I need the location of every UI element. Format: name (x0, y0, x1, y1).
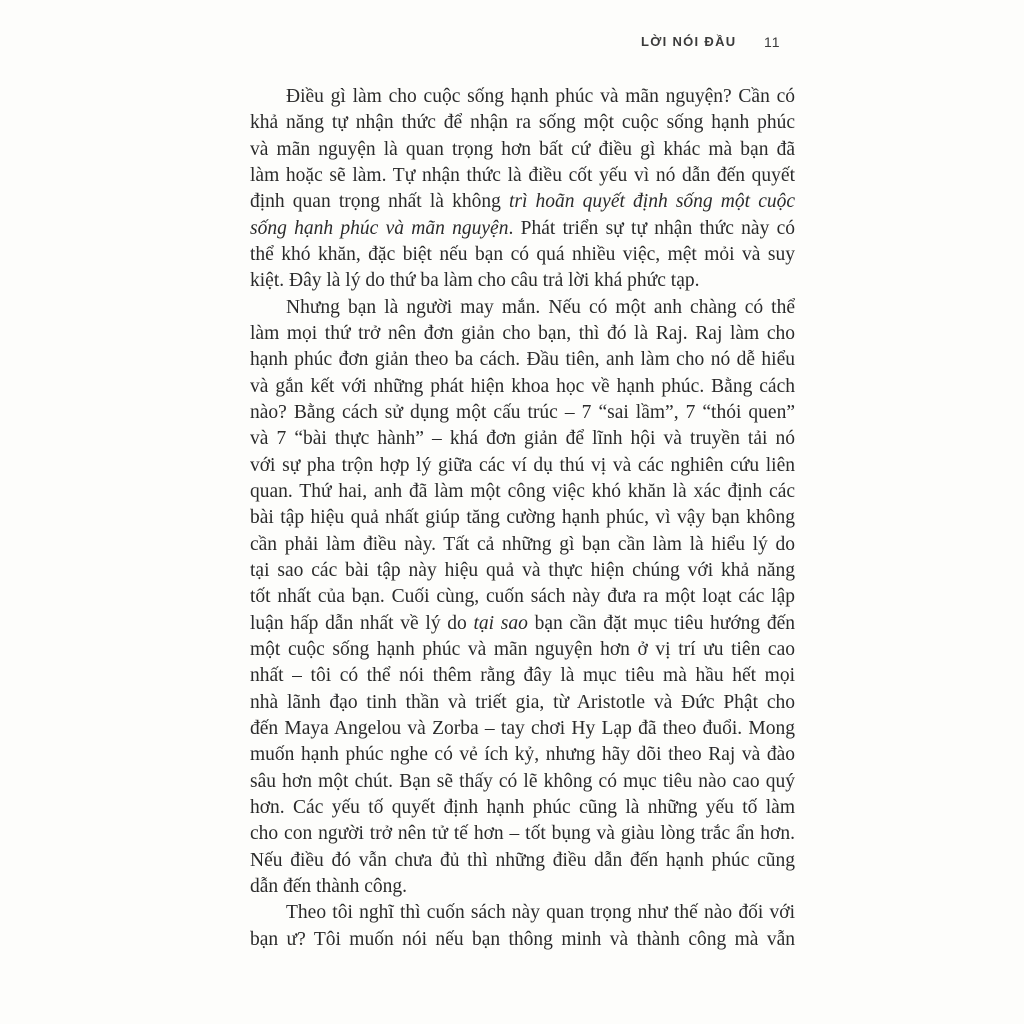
text-line: bài tập hiệu quả nhất giúp tăng cường hạnh phúc, vì vậy bạn không (250, 507, 795, 529)
text-line: khả năng tự nhận thức để nhận ra sống một cuộc sống hạnh phúc (250, 112, 795, 134)
text-line: và gắn kết với những phát hiện khoa học về hạnh phúc. Bằng cách (250, 375, 795, 397)
text-line: sâu hơn một chút. Bạn sẽ thấy có lẽ không có mục tiêu nào cao quý (250, 770, 795, 792)
text-line: và mãn nguyện là quan trọng hơn bất cứ điều gì khác mà bạn đã (250, 138, 795, 160)
text-line: một cuộc sống hạnh phúc và mãn nguyện hơn ở vị trí ưu tiên cao (250, 638, 795, 660)
text-line: hạnh phúc đơn giản theo ba cách. Đầu tiên, anh làm cho nó dễ hiểu (250, 349, 795, 371)
text-line: Theo tôi nghĩ thì cuốn sách này quan trọng như thế nào đối với (286, 902, 795, 924)
text-line (250, 216, 795, 242)
text-line: tại sao các bài tập này hiệu quả và thực hiện chúng với khả năng (250, 559, 795, 581)
text-line: đến Maya Angelou và Zorba – tay chơi Hy Lạp đã theo đuổi. Mong (250, 717, 795, 739)
emphasis-text: tại sao (473, 612, 528, 634)
text-line: quan. Thứ hai, anh đã làm một công việc khó khăn là xác định các (250, 480, 795, 502)
body-text (250, 84, 795, 953)
text-line: nhất – tôi có thể nói thêm rằng đây là mục tiêu mà hầu hết mọi (250, 665, 795, 687)
text-line: nào? Bằng cách sử dụng một cấu trúc – 7 “sai lầm”, 7 “thói quen” (250, 401, 795, 423)
text-line (250, 189, 795, 215)
text-line: kiệt. Đây là lý do thứ ba làm cho câu trả lời khá phức tạp. (250, 270, 700, 292)
text-line: hơn. Các yếu tố quyết định hạnh phúc cũng là những yếu tố làm (250, 796, 795, 818)
text-line: tốt nhất của bạn. Cuối cùng, cuốn sách này đưa ra một loạt các lập (250, 586, 795, 608)
line-segment: luận hấp dẫn nhất về lý do (250, 612, 467, 634)
text-line: cho con người trở nên tử tế hơn – tốt bụng và giàu lòng trắc ẩn hơn. (250, 823, 795, 845)
text-line: với sự pha trộn hợp lý giữa các ví dụ thú vị và các nghiên cứu liên (250, 454, 795, 476)
line-segment: bạn cần đặt mục tiêu hướng đến (534, 612, 796, 634)
line-segment: . Phát triển sự tự nhận thức này có (508, 217, 796, 239)
text-line: làm mọi thứ trở nên đơn giản cho bạn, thì đó là Raj. Raj làm cho (250, 322, 795, 344)
text-line: thể khó khăn, đặc biệt nếu bạn có quá nhiều việc, mệt mỏi và suy (250, 243, 795, 265)
running-head-title: LỜI NÓI ĐẦU (641, 34, 737, 49)
paragraph (250, 295, 795, 901)
text-line: dẫn đến thành công. (250, 875, 408, 897)
text-line: nhà lãnh đạo tinh thần và triết gia, từ Aristotle và Đức Phật cho (250, 691, 795, 713)
text-line: Nếu điều đó vẫn chưa đủ thì những điều dẫn đến hạnh phúc cũng (250, 849, 795, 871)
text-line: muốn hạnh phúc nghe có vẻ ích kỷ, nhưng hãy dõi theo Raj và đào (250, 744, 795, 766)
paragraph (250, 900, 795, 953)
text-line (250, 611, 795, 637)
page-number: 11 (764, 34, 781, 50)
text-line: Điều gì làm cho cuộc sống hạnh phúc và mãn nguyện? Cần có (286, 86, 795, 107)
emphasis-text: sống hạnh phúc và mãn nguyện (250, 217, 509, 239)
text-line: và 7 “bài thực hành” – khá đơn giản để lĩnh hội và truyền tải nó (250, 428, 795, 450)
text-line: Nhưng bạn là người may mắn. Nếu có một anh chàng có thể (286, 296, 795, 318)
emphasis-text: trì hoãn quyết định sống một cuộc (508, 191, 796, 213)
text-line: làm hoặc sẽ làm. Tự nhận thức là điều cốt yếu vì nó dẫn đến quyết (250, 164, 795, 186)
text-line: cần phải làm điều này. Tất cả những gì bạn cần làm là hiểu lý do (250, 533, 795, 555)
text-line: bạn ư? Tôi muốn nói nếu bạn thông minh và thành công mà vẫn (250, 928, 795, 950)
line-segment: định quan trọng nhất là không (250, 191, 501, 213)
paragraph (250, 84, 795, 295)
